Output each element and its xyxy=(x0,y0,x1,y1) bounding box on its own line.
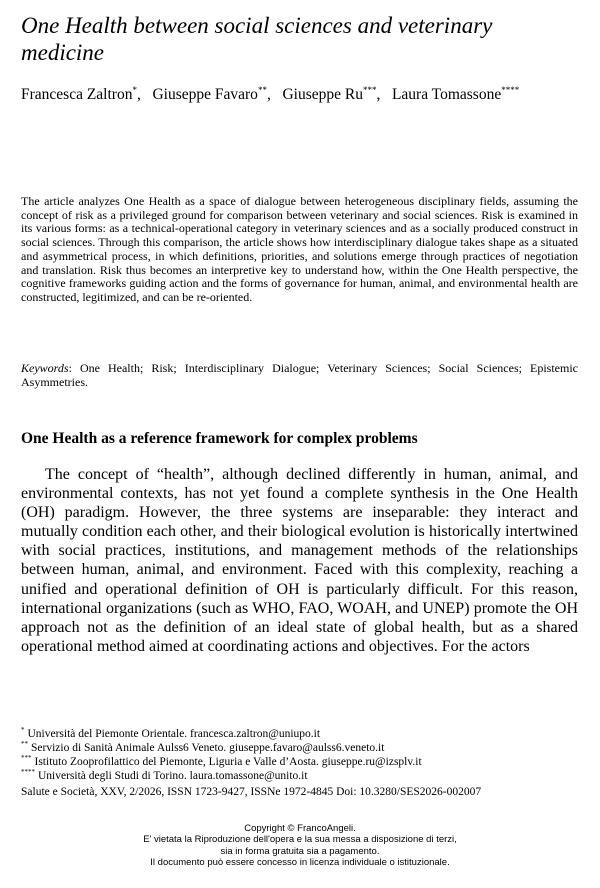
keywords-list: : One Health; Risk; Interdisciplinary Dialogue; Veterinary Sciences; Social Sciences; Epistemic Asymmetries. xyxy=(21,361,578,389)
copyright-line: Copyright © FrancoAngeli. xyxy=(244,823,356,834)
copyright-line: E' vietata la Riproduzione dell'opera e la sua messa a disposizione di terzi, xyxy=(143,834,457,846)
author-name: Giuseppe Favaro xyxy=(152,86,258,103)
footnote xyxy=(21,727,581,741)
footnote-text: Istituto Zooprofilattico del Piemonte, Liguria e Valle d’Aosta. giuseppe.ru@izsplv.it xyxy=(34,756,422,768)
journal-citation: Salute e Società, XXV, 2/2026, ISSN 1723-9427, ISSNe 1972-4845 Doi: 10.3280/SES2026-002007 xyxy=(21,786,482,798)
abstract: The article analyzes One Health as a space of dialogue between heterogeneous disciplinary fields, assuming the concept of risk as a privileged ground for comparison between veterinary and social sciences. Risk is examined in its various forms: as a technical-operational category in veterinary sciences and as a socially produced construct in social sciences. Through this comparison, the article shows how interdisciplinary dialogue takes shape as a situated and asymmetrical process, in which definitions, priorities, and solutions emerge through practices of negotiation and translation. Risk thus becomes an interpretive key to understand how, within the One Health perspective, the cognitive frameworks guiding action and the forms of governance for human, animal, and environmental health are constructed, legitimized, and can be re-oriented. xyxy=(21,194,578,304)
author-name: Francesca Zaltron xyxy=(21,86,133,103)
footnote-text: Servizio di Sanità Animale Aulss6 Veneto. giuseppe.favaro@aulss6.veneto.it xyxy=(31,742,385,754)
body-paragraph: The concept of “health”, although declined differently in human, animal, and environmental contexts, has not yet found a complete synthesis in the One Health (OH) paradigm. However, the three systems are inseparable: they interact and mutually condition each other, and their biological evolution is historically intertwined with social practices, institutions, and management methods of the relationships between human, animal, and environment. Faced with this complexity, reaching a unified and operational definition of OH is particularly difficult. For this reason, international organizations (such as WHO, FAO, WOAH, and UNEP) promote the OH approach not as the definition of an ideal state of global health, but as a shared operational method aimed at coordinating actions and objectives. For the actors xyxy=(21,466,578,655)
keywords-label: Keywords xyxy=(21,361,69,375)
keywords xyxy=(21,362,578,389)
footnote xyxy=(21,741,581,755)
footnote xyxy=(21,769,581,783)
article-title: One Health between social sciences and veterinary medicine xyxy=(21,13,493,65)
footnote-mark: ** xyxy=(21,740,28,749)
footnote-text: Università del Piemonte Orientale. francesca.zaltron@uniupo.it xyxy=(27,728,321,740)
copyright-notice xyxy=(0,823,600,869)
author-footnote-mark[interactable]: **** xyxy=(501,84,520,95)
copyright-line: sia in forma gratuita sia a pagamento. xyxy=(220,845,380,857)
author-footnote-mark[interactable]: * xyxy=(132,84,137,95)
footnote xyxy=(21,755,581,769)
footnote-text: Università degli Studi di Torino. laura.tomassone@unito.it xyxy=(38,770,308,782)
footnote-mark: *** xyxy=(21,754,32,763)
footnote-mark: **** xyxy=(21,768,35,777)
footnote-mark: * xyxy=(21,726,25,735)
section-heading: One Health as a reference framework for complex problems xyxy=(21,430,418,447)
author-footnote-mark[interactable]: ** xyxy=(257,84,267,95)
footnotes xyxy=(21,727,581,783)
author-list: Francesca Zaltron*, Giuseppe Favaro**, Giuseppe Ru***, Laura Tomassone**** xyxy=(21,84,520,103)
author-name: Laura Tomassone xyxy=(391,86,502,103)
copyright-line: Il documento può essere concesso in licenza individuale o istituzionale. xyxy=(150,857,450,869)
author-footnote-mark[interactable]: *** xyxy=(362,84,377,95)
author-name: Giuseppe Ru xyxy=(282,86,363,103)
